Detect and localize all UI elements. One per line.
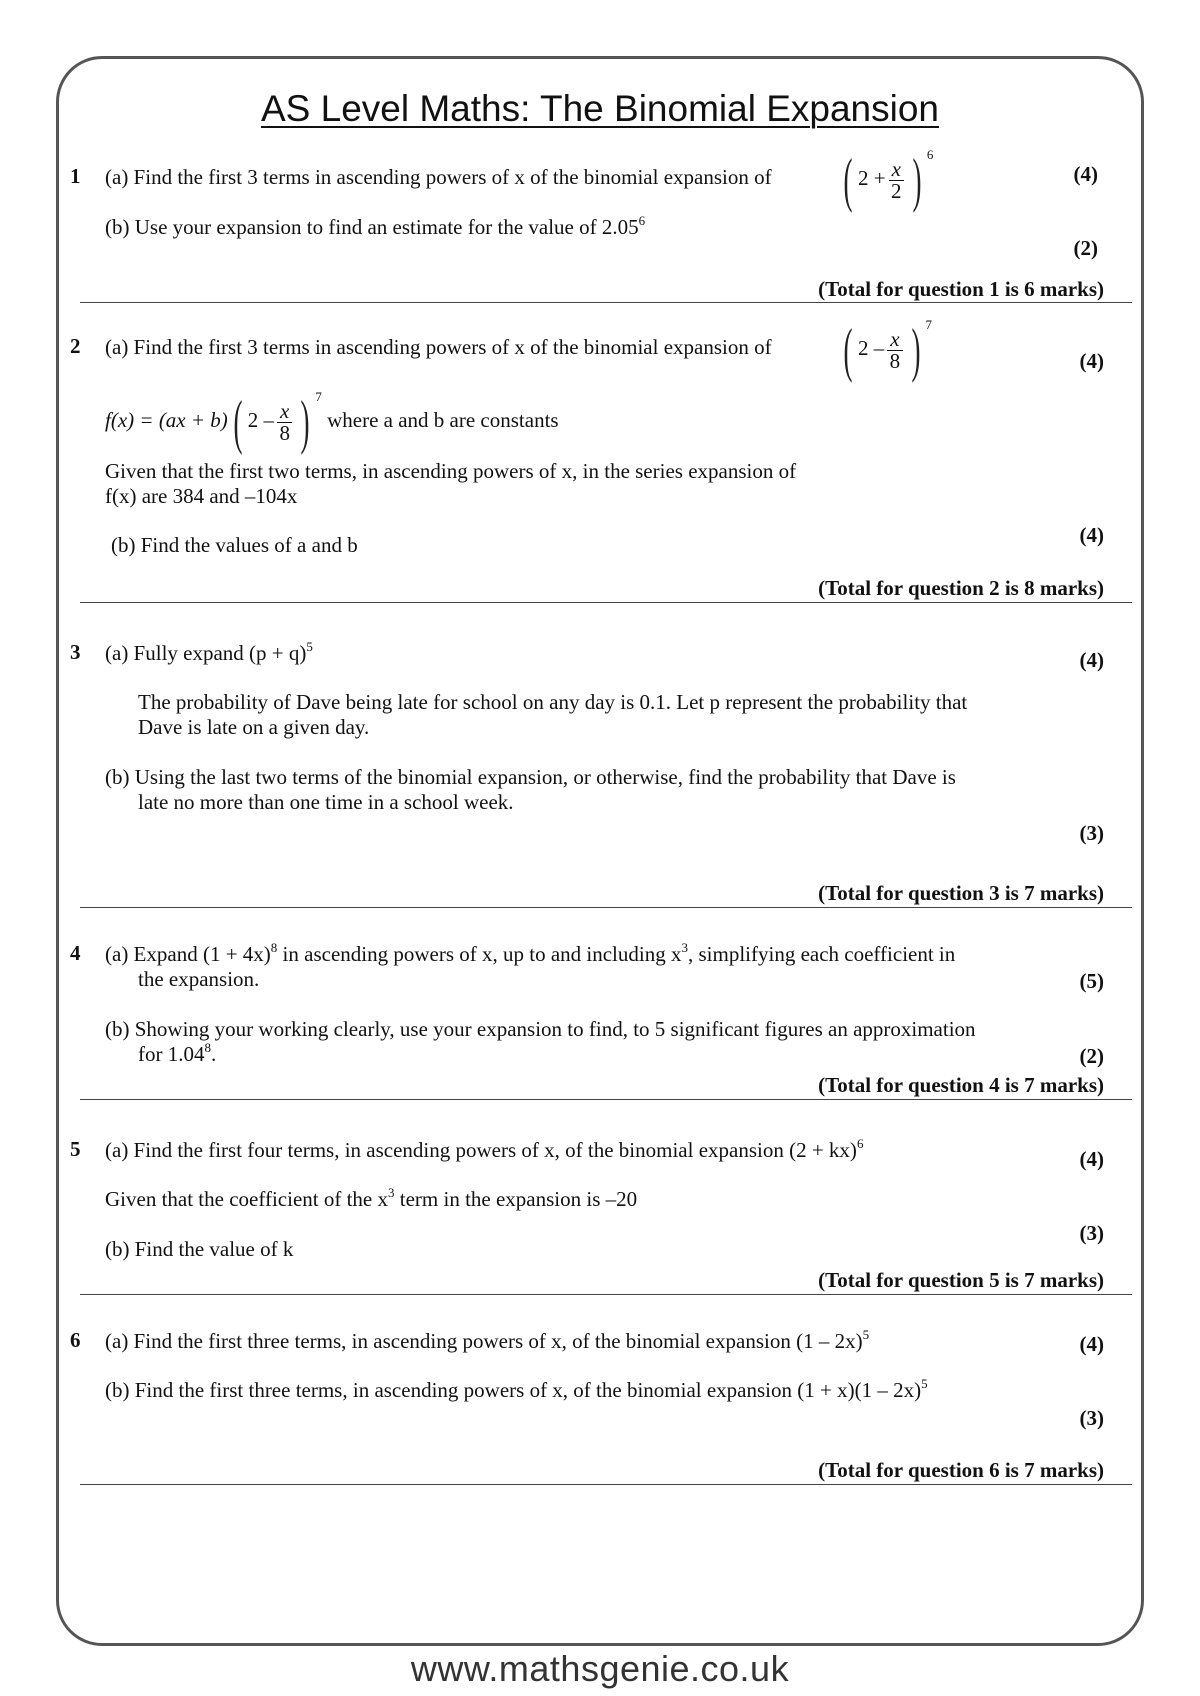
question-5b-text: (b) Find the value of k xyxy=(105,1237,294,1261)
question-3b-text-line-1: (b) Using the last two terms of the binomial expansion, or otherwise, find the probability that Dave is xyxy=(105,765,956,789)
question-3-probability-line-2: Dave is late on a given day. xyxy=(138,715,370,739)
divider xyxy=(80,602,1132,603)
question-3b-marks: (3) xyxy=(1079,821,1104,845)
question-3-probability-line-1: The probability of Dave being late for school on any day is 0.1. Let p represent the probability that xyxy=(138,690,968,714)
question-1a-expression: ( 2 + $\frac{x}{2}$ ) $^6$ xyxy=(843,146,934,213)
question-1a-marks: (4) xyxy=(1073,162,1098,186)
question-2b-text: (b) Find the values of a and b xyxy=(111,533,358,557)
question-5a-marks: (4) xyxy=(1079,1147,1104,1171)
divider xyxy=(80,302,1132,303)
divider xyxy=(80,1484,1132,1485)
question-3b-text-line-2: late no more than one time in a school week. xyxy=(138,790,514,814)
question-1a-text: (a) Find the first 3 terms in ascending powers of x of the binomial expansion of xyxy=(105,165,772,189)
question-6b-text: (b) Find the first three terms, in ascending powers of x, of the binomial expansion (1 + x)(1 – 2x)$^5$ xyxy=(105,1376,928,1402)
footer-website: www.mathsgenie.co.uk xyxy=(410,1648,790,1689)
question-4a-marks: (5) xyxy=(1079,969,1104,993)
question-2a-text: (a) Find the first 3 terms in ascending powers of x of the binomial expansion of xyxy=(105,335,772,359)
question-2a-expression: ( 2 – $\frac{x}{8}$ ) $^7$ xyxy=(843,316,933,383)
question-5a-text: (a) Find the first four terms, in ascending powers of x, of the binomial expansion (2 + kx)$^6$ xyxy=(105,1136,864,1162)
question-4a-text-line-1: (a) Expand $(1 + 4x)^8$ in ascending powers of x, up to and including $x^3$, simplifying each coefficient in xyxy=(105,940,956,966)
question-2b-marks: (4) xyxy=(1079,523,1104,547)
question-2-total: (Total for question 2 is 8 marks) xyxy=(818,576,1104,600)
question-2-given-line-2: f(x) are 384 and –104x xyxy=(105,484,298,508)
question-2a-marks: (4) xyxy=(1079,349,1104,373)
question-4-total: (Total for question 4 is 7 marks) xyxy=(818,1073,1104,1097)
page-title: AS Level Maths: The Binomial Expansion xyxy=(260,88,939,129)
question-2-function-definition: f(x) = (ax + b)( 2 – $\frac{x}{8}$ ) $^7$ where a and b are constants xyxy=(105,388,559,455)
question-6a-text: (a) Find the first three terms, in ascending powers of x, of the binomial expansion (1 – 2x)$^5$ xyxy=(105,1327,870,1353)
question-3a-marks: (4) xyxy=(1079,648,1104,672)
divider xyxy=(80,1294,1132,1295)
question-4b-text-line-1: (b) Showing your working clearly, use your expansion to find, to 5 significant figures an approximation xyxy=(105,1017,976,1041)
question-6a-marks: (4) xyxy=(1079,1332,1104,1356)
question-1b-text: (b) Use your expansion to find an estimate for the value of 2.05$^6$ xyxy=(105,213,646,239)
question-3a-text: (a) Fully expand $(p + q)^5$ xyxy=(105,639,313,665)
question-1b-marks: (2) xyxy=(1073,236,1098,260)
question-6-number: 6 xyxy=(70,1328,81,1352)
question-4b-text-line-2: for 1.04$^8$. xyxy=(138,1040,217,1066)
question-5-number: 5 xyxy=(70,1137,81,1161)
question-5-total: (Total for question 5 is 7 marks) xyxy=(818,1268,1104,1292)
question-3-total: (Total for question 3 is 7 marks) xyxy=(818,881,1104,905)
question-1-number: 1 xyxy=(70,164,81,188)
question-4a-text-line-2: the expansion. xyxy=(138,967,260,991)
question-2-given-line-1: Given that the first two terms, in ascending powers of x, in the series expansion of xyxy=(105,459,797,483)
divider xyxy=(80,907,1132,908)
question-6b-marks: (3) xyxy=(1079,1406,1104,1430)
question-3-number: 3 xyxy=(70,640,81,664)
question-1-total: (Total for question 1 is 6 marks) xyxy=(818,277,1104,301)
question-5-given: Given that the coefficient of the $x^3$ term in the expansion is –20 xyxy=(105,1185,638,1211)
question-4b-marks: (2) xyxy=(1079,1044,1104,1068)
question-2-number: 2 xyxy=(70,334,81,358)
divider xyxy=(80,1099,1132,1100)
question-6-total: (Total for question 6 is 7 marks) xyxy=(818,1458,1104,1482)
question-4-number: 4 xyxy=(70,941,81,965)
question-5b-marks: (3) xyxy=(1079,1221,1104,1245)
